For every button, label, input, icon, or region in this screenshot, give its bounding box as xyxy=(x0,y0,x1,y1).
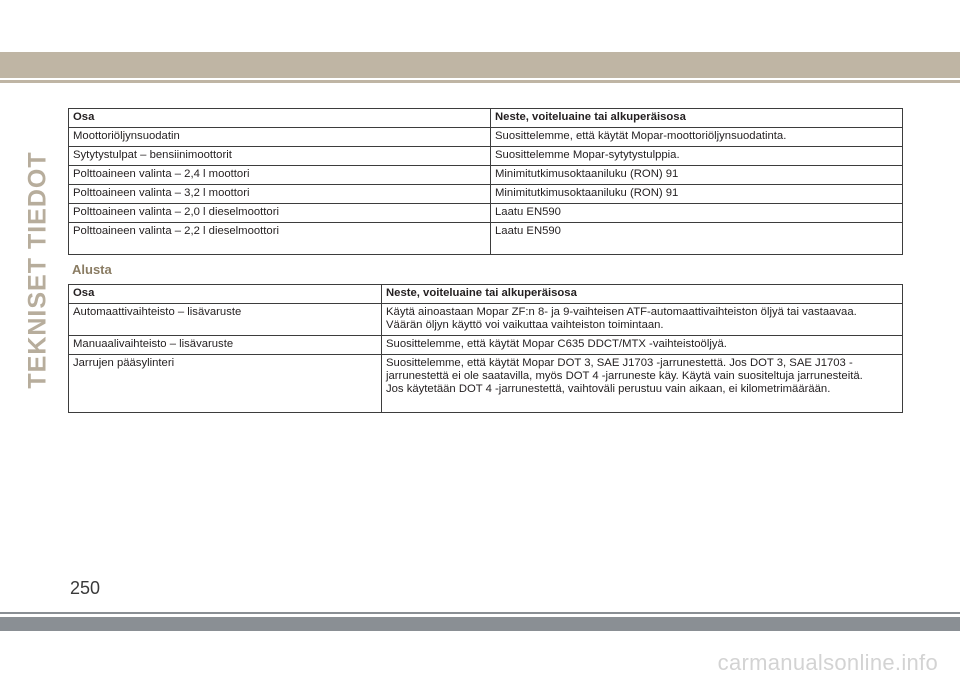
cell-text-line: Väärän öljyn käyttö voi vaikuttaa vaihteiston toimintaan. xyxy=(386,319,664,331)
watermark-text: carmanualsonline.info xyxy=(717,650,938,675)
table-cell-part: Polttoaineen valinta – 3,2 l moottori xyxy=(69,185,491,204)
bottom-rule xyxy=(0,612,960,614)
table-cell-fluid xyxy=(382,304,903,336)
table-row xyxy=(69,185,903,204)
page-number: 250 xyxy=(70,578,101,598)
table-cell-part: Jarrujen pääsylinteri xyxy=(69,355,382,413)
table-row xyxy=(69,355,903,413)
engine-fluids-table xyxy=(68,108,903,255)
table-cell-part: Polttoaineen valinta – 2,4 l moottori xyxy=(69,166,491,185)
top-band-rule xyxy=(0,80,960,83)
section-heading-chassis: Alusta xyxy=(72,262,112,277)
table-cell-part: Manuaalivaihteisto – lisävaruste xyxy=(69,336,382,355)
table-cell-part: Polttoaineen valinta – 2,2 l dieselmoottori xyxy=(69,223,491,255)
column-header-fluid: Neste, voiteluaine tai alkuperäisosa xyxy=(491,109,903,128)
column-header-fluid: Neste, voiteluaine tai alkuperäisosa xyxy=(382,285,903,304)
table-row xyxy=(69,128,903,147)
table-row xyxy=(69,147,903,166)
table-cell-fluid: Suosittelemme Mopar-sytytystulppia. xyxy=(491,147,903,166)
top-decorative-band xyxy=(0,52,960,78)
table-header-row xyxy=(69,285,903,304)
table-row xyxy=(69,166,903,185)
column-header-part: Osa xyxy=(69,285,382,304)
bottom-decorative-band xyxy=(0,617,960,631)
table-cell-part: Automaattivaihteisto – lisävaruste xyxy=(69,304,382,336)
table-cell-part: Moottoriöljynsuodatin xyxy=(69,128,491,147)
cell-text-line: Käytä ainoastaan Mopar ZF:n 8- ja 9-vaihteisen ATF-automaattivaihteiston öljyä tai vastaavaa. xyxy=(386,306,857,318)
table-cell-part: Polttoaineen valinta – 2,0 l dieselmoottori xyxy=(69,204,491,223)
chassis-fluids-table xyxy=(68,284,903,413)
table-cell-fluid xyxy=(382,336,903,355)
table-row xyxy=(69,304,903,336)
table-cell-fluid xyxy=(382,355,903,413)
table-cell-part: Sytytystulpat – bensiinimoottorit xyxy=(69,147,491,166)
cell-text-line: Suosittelemme, että käytät Mopar DOT 3, SAE J1703 -jarrunestettä. Jos DOT 3, SAE J1703 -jarrunestettä ei ole saatavilla, myös DOT 4 -jarruneste käy. Käytä vain suositeltuja jarrunesteitä. xyxy=(386,357,863,382)
table-cell-fluid: Laatu EN590 xyxy=(491,204,903,223)
table-row xyxy=(69,336,903,355)
table-cell-fluid: Minimitutkimusoktaaniluku (RON) 91 xyxy=(491,166,903,185)
cell-text-line: Suosittelemme, että käytät Mopar C635 DDCT/MTX -vaihteistoöljyä. xyxy=(386,338,727,350)
table-row xyxy=(69,204,903,223)
table-cell-fluid: Minimitutkimusoktaaniluku (RON) 91 xyxy=(491,185,903,204)
side-section-title: TEKNISET TIEDOT xyxy=(23,151,52,389)
table-row xyxy=(69,223,903,255)
cell-text-line: Jos käytetään DOT 4 -jarrunestettä, vaihtoväli perustuu vain aikaan, ei kilometrimäärään. xyxy=(386,383,831,395)
column-header-part: Osa xyxy=(69,109,491,128)
table-header-row xyxy=(69,109,903,128)
table-cell-fluid: Suosittelemme, että käytät Mopar-moottoriöljynsuodatinta. xyxy=(491,128,903,147)
table-cell-fluid: Laatu EN590 xyxy=(491,223,903,255)
